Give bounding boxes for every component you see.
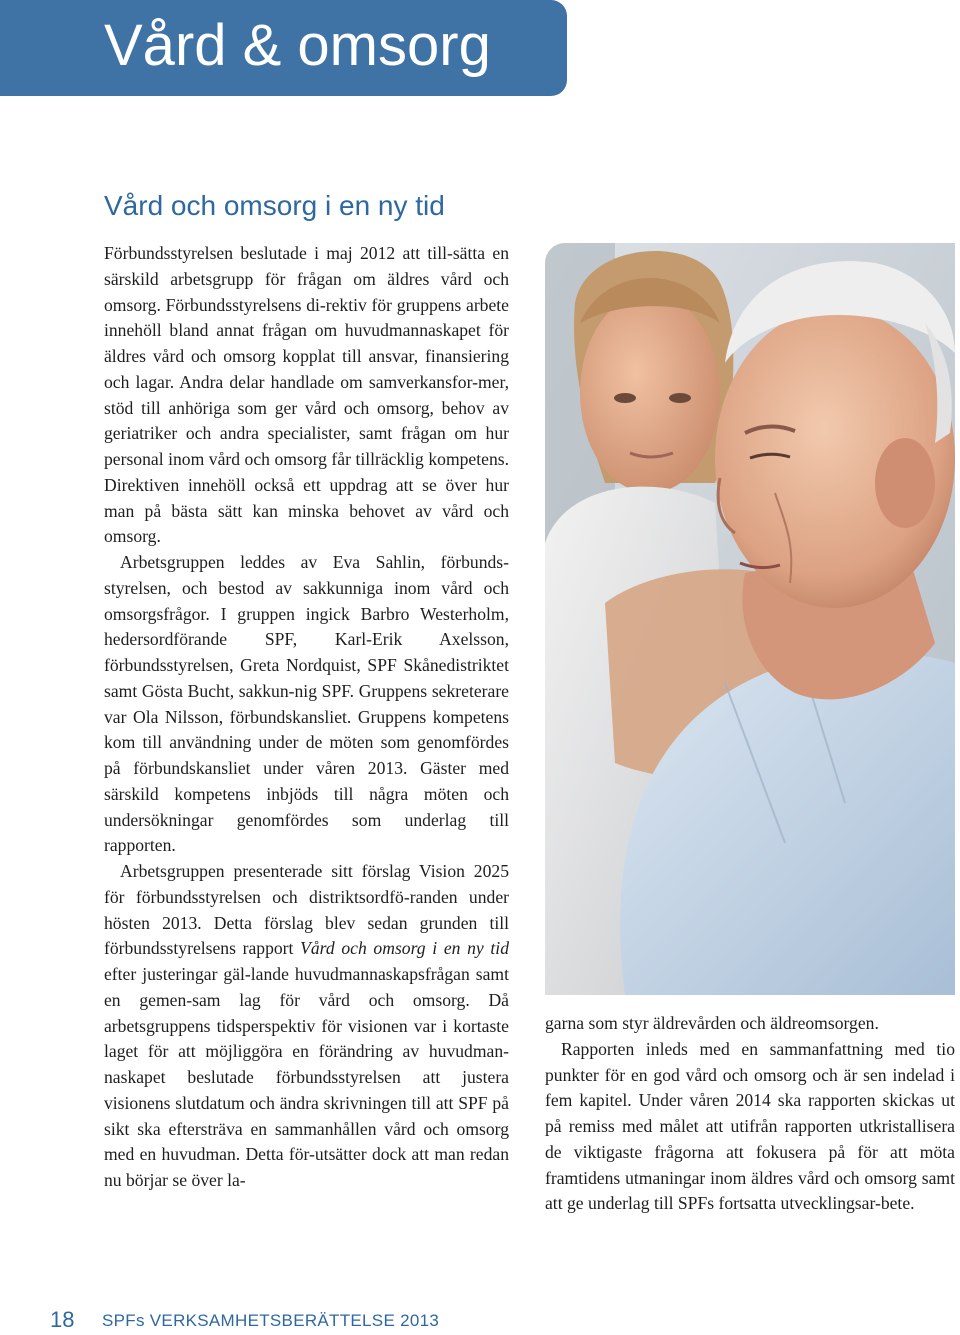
article-body-left-column <box>104 241 509 1194</box>
article-paragraph: Förbundsstyrelsen beslutade i maj 2012 att till-sätta en särskild arbetsgrupp för frågan om äldres vård och omsorg. Förbundsstyrelsens di-rektiv för gruppens arbete innehöll bland annat frågan om huvudmannaskapet för äldres vård och omsorg kopplat till ansvar, finansiering och lagar. Andra delar handlade om samverkansfor-mer, stöd till anhöriga som ger vård och omsorg, behov av geriatriker och andra specialister, samt frågan om hur personal inom vård och omsorg får tillräcklig kompetens. Direktiven innehöll också ett uppdrag att se över hur man på bästa sätt kan minska behovet av vård och omsorg. <box>104 243 509 547</box>
caregiver-elderly-man-photo <box>545 243 955 995</box>
paragraph-text: efter justeringar gäl-lande huvudmannaskapsfrågan samt en gemen-sam lag för vård och omsorg. Då arbetsgruppens tidsperspektiv för visionen var i kortaste laget för att möjliggöra en förändring av huvudman-naskapet beslutade förbundsstyrelsen att justera visionens slutdatum och ändra skrivningen till att SPF på sikt ska eftersträva en sammanhållen vård och omsorg med en huvudman. Detta för-utsätter dock att man redan nu börjar se över la- <box>104 964 509 1190</box>
chapter-banner <box>0 0 567 96</box>
section-heading: Vård och omsorg i en ny tid <box>104 190 445 221</box>
article-paragraph: Arbetsgruppen leddes av Eva Sahlin, förbunds-styrelsen, och bestod av sakkunniga inom vård och omsorgsfrågor. I gruppen ingick Barbro Westerholm, hedersordförande SPF, Karl-Erik Axelsson, förbundsstyrelsen, Greta Nordquist, SPF Skånedistriktet samt Gösta Bucht, sakkun-nig SPF. Gruppens sekreterare var Ola Nilsson, förbundskansliet. Gruppens kompetens kom till användning under de möten som genomfördes på förbundskansliet under våren 2013. Gäster med särskild kompetens inbjöds till några möten och undersökningar genomfördes som underlag till rapporten. <box>104 552 509 856</box>
page-number: 18 <box>50 1307 75 1332</box>
article-body-right-column <box>545 1011 955 1217</box>
article-paragraph: garna som styr äldrevården och äldreomsorgen. <box>545 1013 879 1033</box>
article-paragraph: Rapporten inleds med en sammanfattning med tio punkter för en god vård och omsorg och är sen indelad i fem kapitel. Under våren 2014 ska rapporten skickas ut på remiss med målet att utifrån rapporten utkristallisera de viktigaste frågorna att fokusera på för att möta framtidens utmaningar inom äldres vård och omsorg samt att ge underlag till SPFs fortsatta utvecklingsar-bete. <box>545 1038 955 1214</box>
report-title-italic: Vård och omsorg i en ny tid <box>300 938 509 959</box>
article-paragraph <box>104 859 509 1194</box>
paragraph-text: Arbetsgruppen presenterade sitt förslag Vision 2025 för förbundsstyrelsen och distriktsordfö-randen under hösten 2013. Detta förslag blev sedan grunden till förbundsstyrelsens rapport <box>104 861 509 959</box>
publication-title: SPFs VERKSAMHETSBERÄTTELSE 2013 <box>102 1311 440 1330</box>
chapter-title: Vård & omsorg <box>104 13 491 78</box>
